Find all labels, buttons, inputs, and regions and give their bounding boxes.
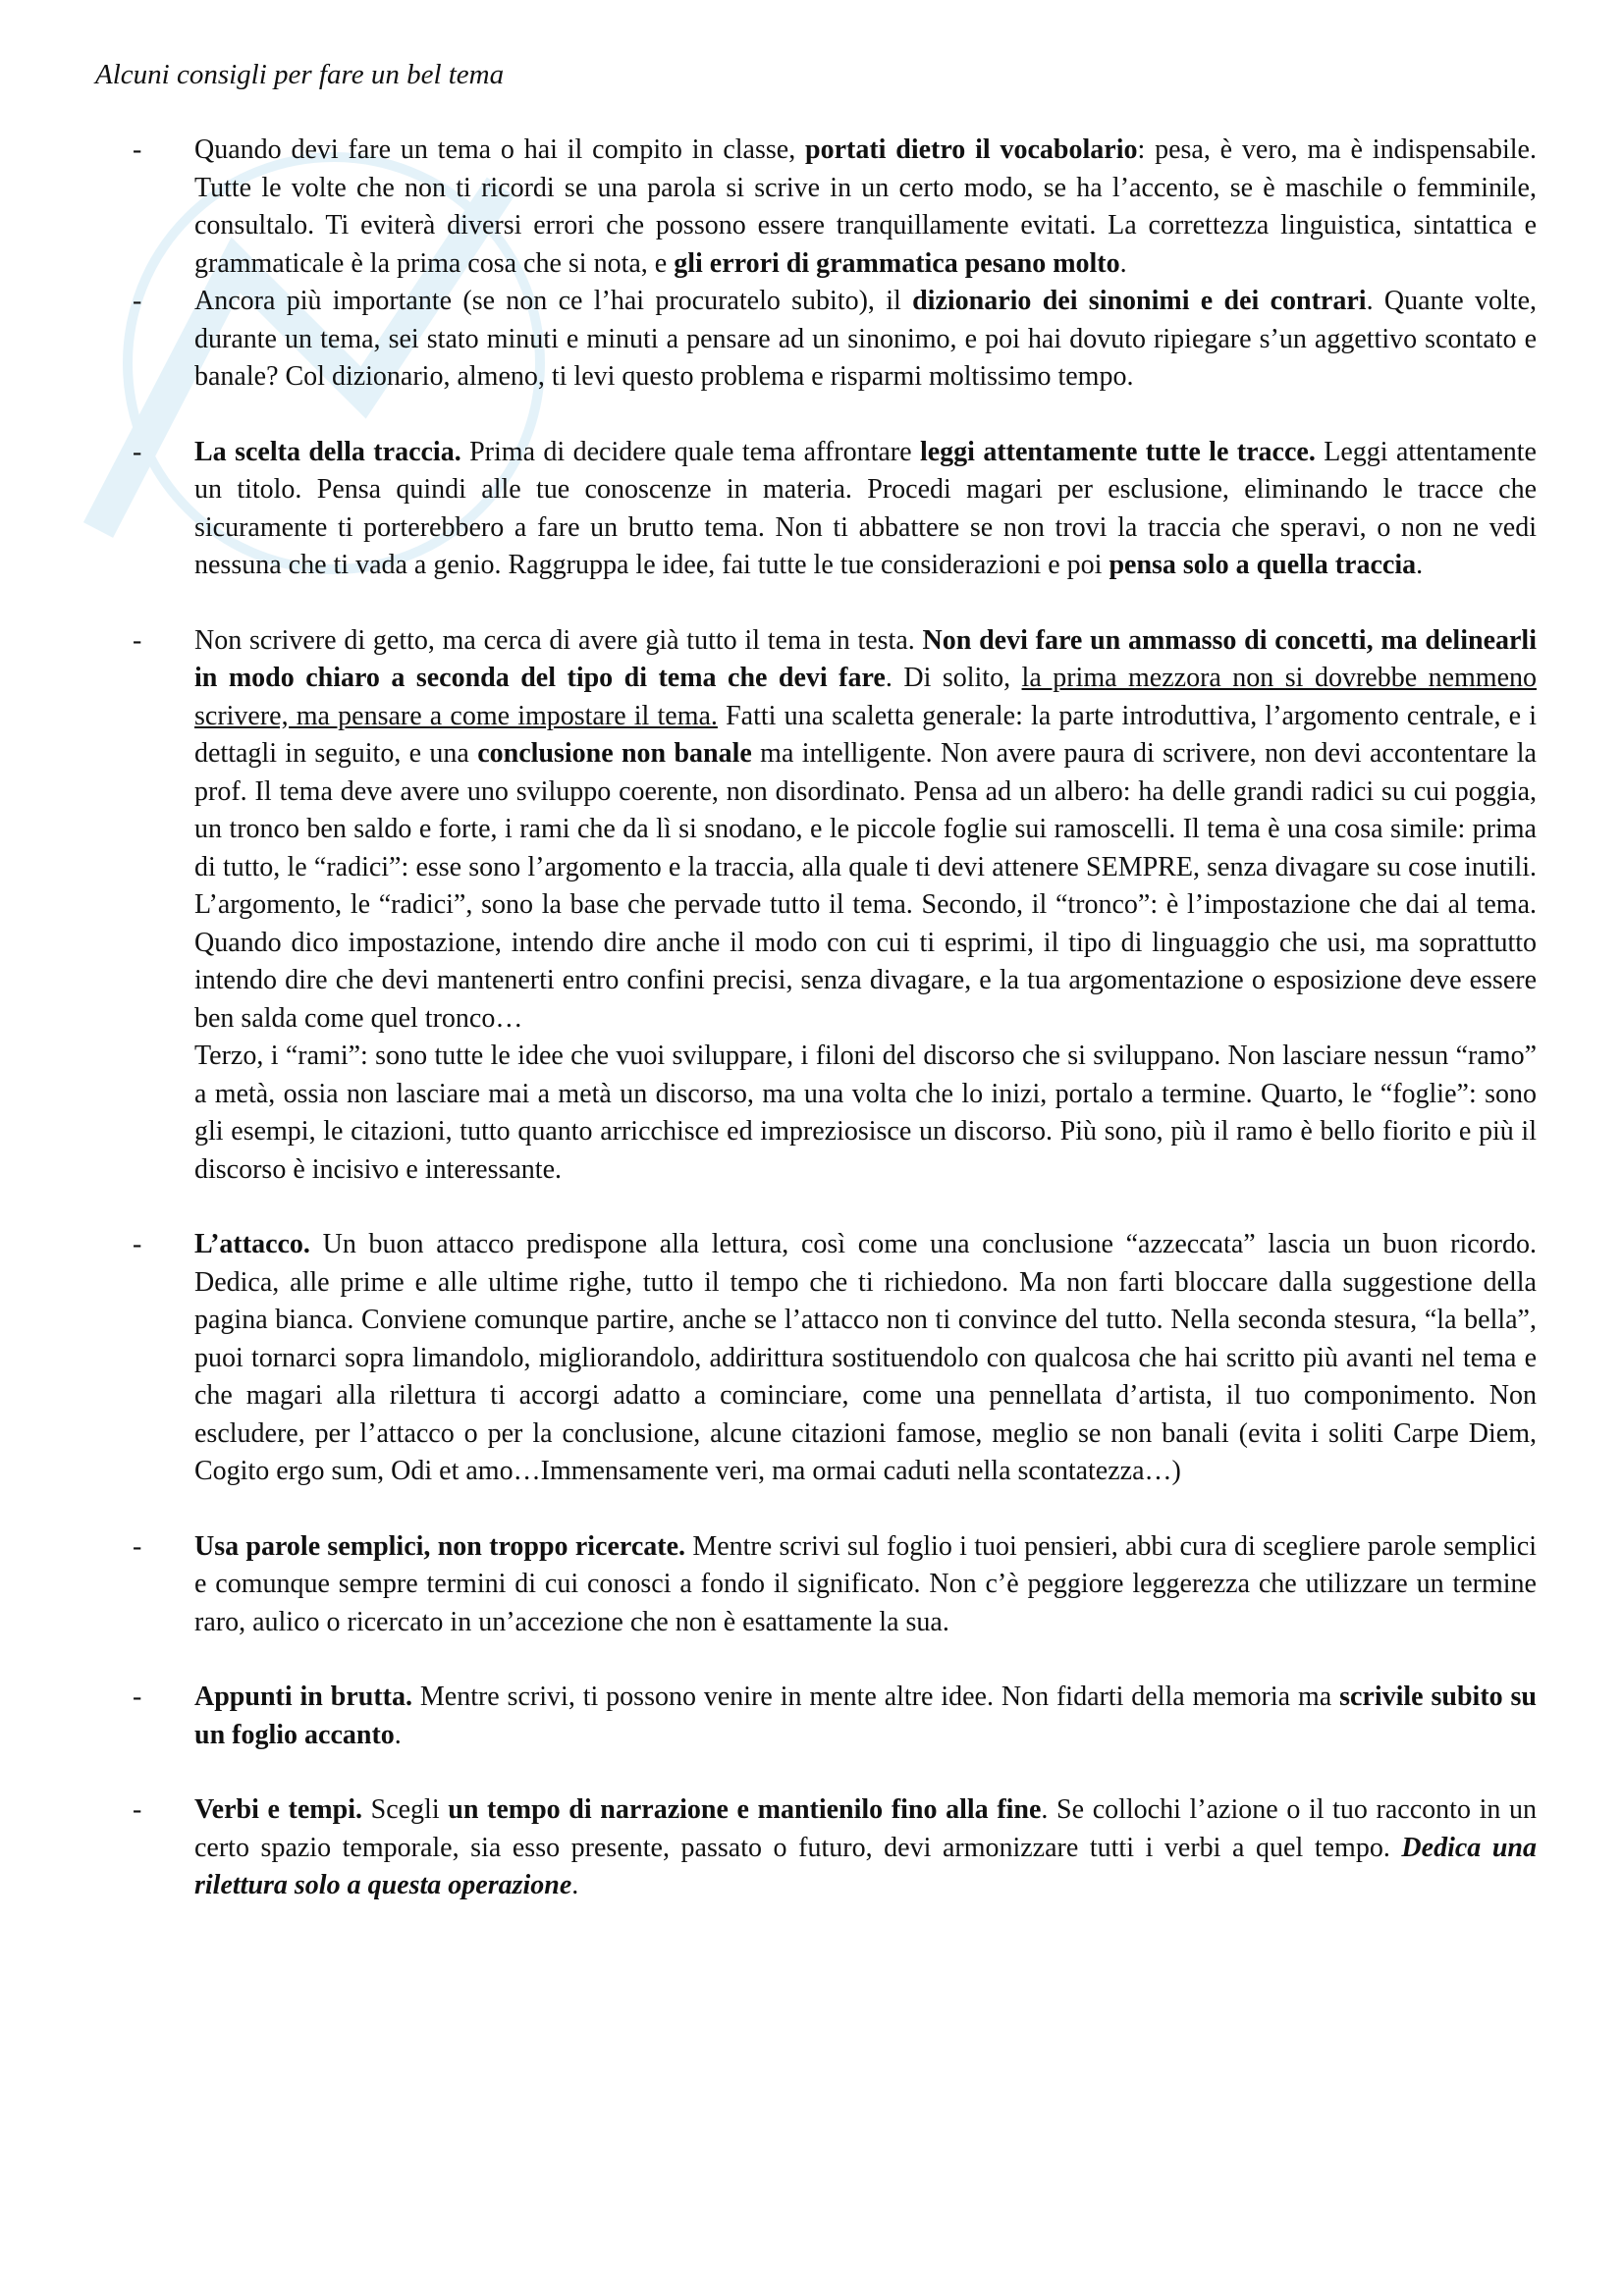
- list-item: - Non scrivere di getto, ma cerca di avere già tutto il tema in testa. Non devi fare un ammasso di concetti, ma delinearli in modo chiaro a seconda del tipo di tema che devi fare. Di solito, la prima mezzora non si dovrebbe nemmeno scrivere, ma pensare a come impostare il tema. Fatti una scaletta generale: la parte introduttiva, l’argomento centrale, e i dettagli in seguito, e una conclusione non banale ma intelligente. Non avere paura di scrivere, non devi accontentare la prof. Il tema deve avere uno sviluppo coerente, non disordinato. Pensa ad un albero: ha delle grandi radici su cui poggia, un tronco ben saldo e forte, i rami che da lì si snodano, e le piccole foglie sui ramoscelli. Il tema è una cosa simile: prima di tutto, le “radici”: esse sono l’argomento e la traccia, alla quale ti devi attenere SEMPRE, senza divagare su cose inutili. L’argomento, le “radici”, sono la base che pervade tutto il tema. Secondo, il “tronco”: è l’impostazione che dai al tema. Quando dico impostazione, intendo dire anche il modo con cui ti esprimi, il tipo di linguaggio che usi, ma soprattutto intendo dire che devi mantenerti entro confini precisi, senza divagare, e la tua argomentazione o esposizione deve essere ben salda come quel tronco… Terzo, i “rami”: sono tutte le idee che vuoi sviluppare, i filoni del discorso che si sviluppano. Non lasciare nessun “ramo” a metà, ossia non lasciare mai a metà un discorso, ma una volta che lo inizi, portalo a termine. Quarto, le “foglie”: sono gli esempi, le citazioni, tutto quanto arricchisce ed impreziosisce un discorso. Più sono, più il ramo è bello fiorito e più il discorso è incisivo e interessante.: [133, 622, 1537, 1190]
- list-item: - Usa parole semplici, non troppo ricercate. Mentre scrivi sul foglio i tuoi pensieri, abbi cura di scegliere parole semplici e comunque sempre termini di cui conosci a fondo il significato. Non c’è peggiore leggerezza che utilizzare un termine raro, aulico o ricercato in un’accezione che non è esattamente la sua.: [133, 1528, 1537, 1642]
- bullet-dash: -: [133, 1530, 142, 1562]
- list-item: - Verbi e tempi. Scegli un tempo di narrazione e mantienilo fino alla fine. Se collochi l’azione o il tuo racconto in un certo spazio temporale, sia esso presente, passato o futuro, devi armonizzare tutti i verbi a quel tempo. Dedica una rilettura solo a questa operazione.: [133, 1791, 1537, 1905]
- list-item: - La scelta della traccia. Prima di decidere quale tema affrontare leggi attentamente tutte le tracce. Leggi attentamente un titolo. Pensa quindi alle tue conoscenze in materia. Procedi magari per esclusione, eliminando le tracce che sicuramente ti porterebbero a fare un brutto tema. Non ti abbattere se non trovi la traccia che speravi, o non ne vedi nessuna che ti vada a genio. Raggruppa le idee, fai tutte le tue considerazioni e poi pensa solo a quella traccia.: [133, 434, 1537, 585]
- list-item: - L’attacco. Un buon attacco predispone alla lettura, così come una conclusione “azzeccata” lascia un buon ricordo. Dedica, alle prime e alle ultime righe, tutto il tempo che ti richiedono. Ma non farti bloccare dalla suggestione della pagina bianca. Conviene comunque partire, anche se l’attacco non ti convince del tutto. Nella seconda stesura, “la bella”, puoi tornarci sopra limandolo, migliorandolo, addirittura sostituendolo con qualcosa che hai scritto più avanti nel tema e che magari alla rilettura ti accorgi adatto a cominciare, come una pennellata d’artista, il tuo componimento. Non escludere, per l’attacco o per la conclusione, alcune citazioni famose, meglio se non banali (evita i soliti Carpe Diem, Cogito ergo sum, Odi et amo…Immensamente veri, ma ormai caduti nella scontatezza…): [133, 1226, 1537, 1491]
- bullet-dash: -: [133, 624, 142, 656]
- list-item: - Ancora più importante (se non ce l’hai procuratelo subito), il dizionario dei sinonimi e dei contrari. Quante volte, durante un tema, sei stato minuti e minuti a pensare ad un sinonimo, e poi hai dovuto ripiegare s’un aggettivo scontato e banale? Col dizionario, almeno, ti levi questo problema e risparmi moltissimo tempo.: [133, 283, 1537, 397]
- list-item: - Quando devi fare un tema o hai il compito in classe, portati dietro il vocabolario: pesa, è vero, ma è indispensabile. Tutte le volte che non ti ricordi se una parola si scrive in un certo modo, se ha l’accento, se è maschile o femminile, consultalo. Ti eviterà diversi errori che possono essere tranquillamente evitati. La correttezza linguistica, sintattica e grammaticale è la prima cosa che si nota, e gli errori di grammatica pesano molto.: [133, 132, 1537, 283]
- tips-list: [133, 132, 1537, 1905]
- bullet-dash: -: [133, 436, 142, 467]
- bullet-dash: -: [133, 1229, 142, 1259]
- bullet-dash: -: [133, 134, 142, 165]
- bullet-dash: -: [133, 286, 142, 316]
- bullet-dash: -: [133, 1794, 142, 1825]
- list-item-continuation: Terzo, i “rami”: sono tutte le idee che vuoi sviluppare, i filoni del discorso che si sviluppano. Non lasciare nessun “ramo” a metà, ossia non lasciare mai a metà un discorso, ma una volta che lo inizi, portalo a termine. Quarto, le “foglie”: sono gli esempi, le citazioni, tutto quanto arricchisce ed impreziosisce un discorso. Più sono, più il ramo è bello fiorito e più il discorso è incisivo e interessante.: [194, 1041, 1537, 1185]
- bullet-dash: -: [133, 1682, 142, 1712]
- list-item: - Appunti in brutta. Mentre scrivi, ti possono venire in mente altre idee. Non fidarti della memoria ma scrivile subito su un foglio accanto.: [133, 1679, 1537, 1754]
- page-title: Alcuni consigli per fare un bel tema: [95, 59, 505, 90]
